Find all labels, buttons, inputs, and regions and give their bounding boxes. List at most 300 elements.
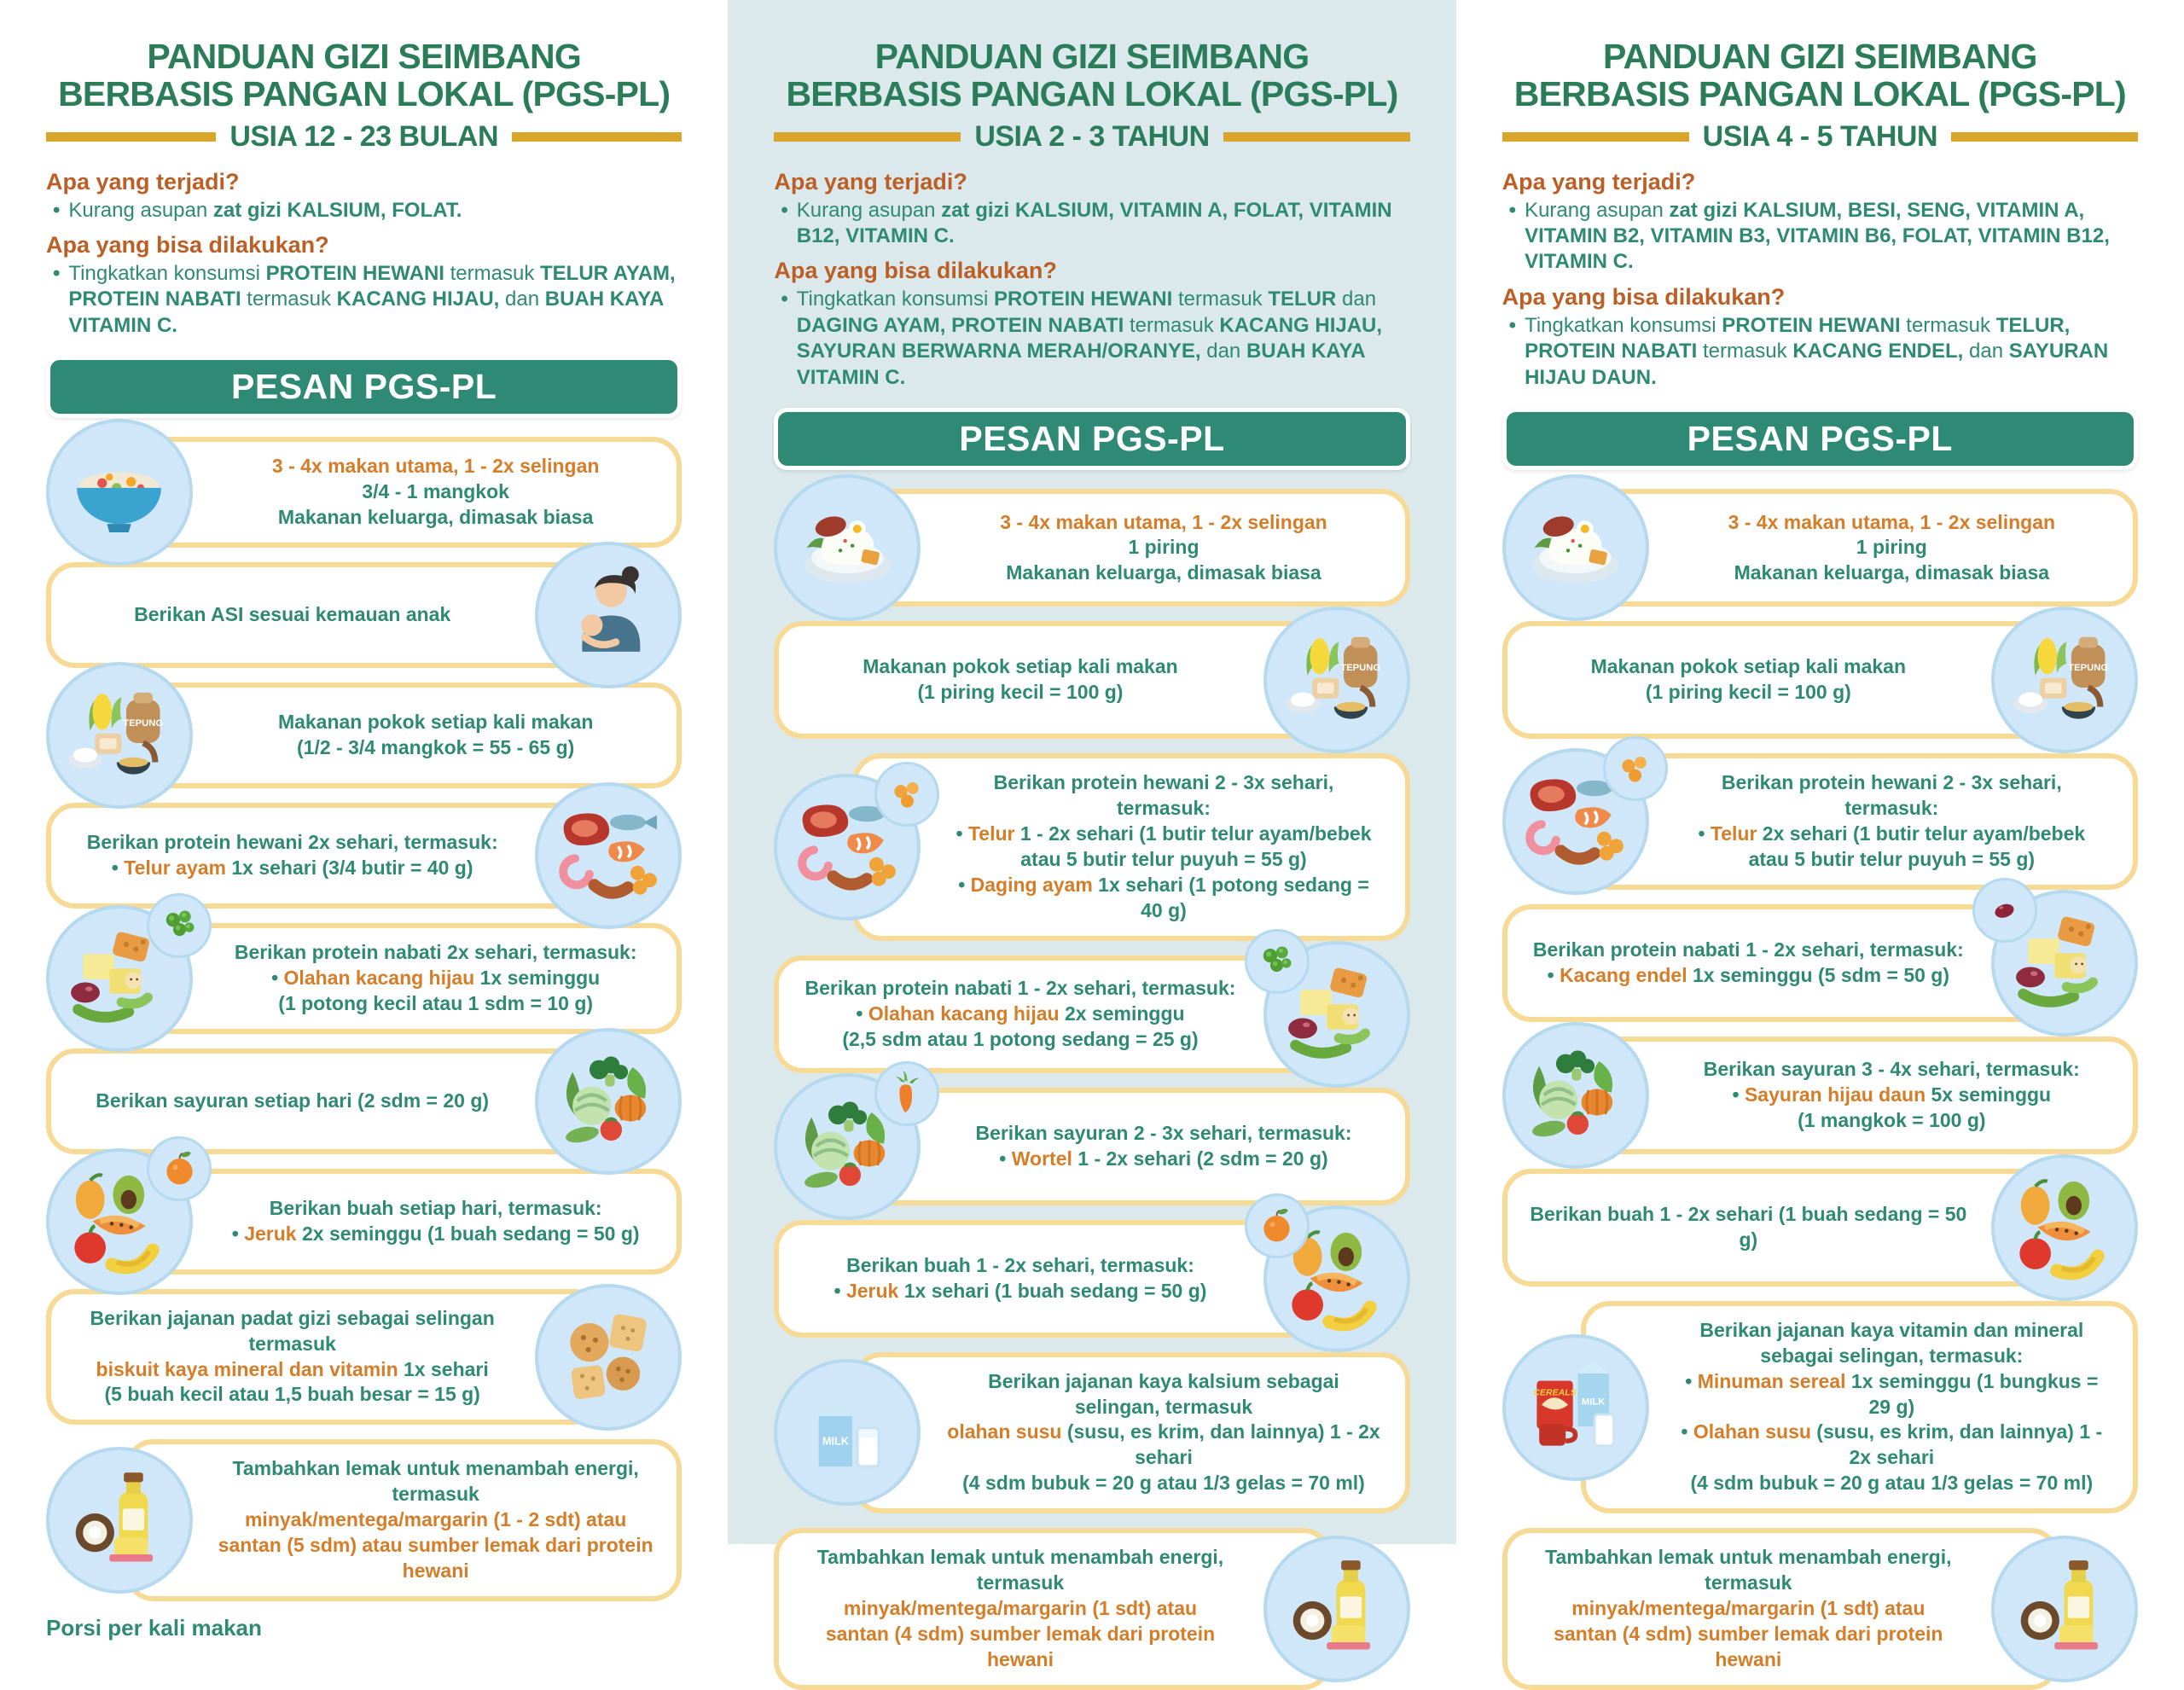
text-segment: Daging ayam xyxy=(970,873,1093,896)
text-segment: • xyxy=(1681,1420,1693,1443)
staple-food-icon xyxy=(1263,607,1410,753)
message-box-row xyxy=(774,1088,1409,1205)
text-segment: biskuit kaya mineral dan vitamin xyxy=(96,1357,398,1380)
box-text-line xyxy=(918,680,1124,706)
text-segment: dan xyxy=(499,287,545,311)
box-text-line xyxy=(956,822,1372,847)
text-segment: santan (4 sdm) sumber lemak dari protein hewani xyxy=(825,1622,1216,1670)
text-segment: sebagai selingan, termasuk: xyxy=(1760,1344,2024,1367)
qa-section xyxy=(774,169,1409,392)
vegetables-icon xyxy=(535,1028,682,1175)
text-segment: Tambahkan lemak untuk menambah energi, termasuk xyxy=(1545,1546,1952,1594)
svg-text:CEREALS: CEREALS xyxy=(1533,1387,1577,1398)
family-meal-icon xyxy=(46,419,193,566)
question-what-can-be-done: Apa yang bisa dilakukan? xyxy=(46,232,329,258)
gold-bar xyxy=(1502,132,1689,142)
text-segment: Minuman sereal xyxy=(1697,1369,1846,1392)
message-box-row xyxy=(46,562,682,668)
text-segment: (1/2 - 3/4 mangkok = 55 - 65 g) xyxy=(297,736,575,759)
box-text-line xyxy=(297,735,574,761)
age-subtitle-row xyxy=(774,120,1409,154)
text-segment: Kurang asupan xyxy=(68,198,213,222)
box-text-line xyxy=(1128,535,1199,560)
message-box xyxy=(852,1352,1409,1513)
box-text-line xyxy=(362,479,509,505)
breastfeeding-icon xyxy=(535,542,682,688)
text-segment: DAGING AYAM, PROTEIN NABATI xyxy=(796,313,1124,337)
message-box-row xyxy=(1502,1528,2138,1689)
text-segment: (1 mangkok = 100 g) xyxy=(1798,1108,1986,1131)
text-segment: (4 sdm bubuk = 20 g atau 1/3 gelas = 70 ml) xyxy=(1690,1472,2094,1495)
box-text-line xyxy=(87,830,498,856)
text-segment: (2,5 sdm atau 1 potong sedang = 25 g) xyxy=(842,1027,1199,1050)
text-segment: 1x seminggu (5 sdm = 50 g) xyxy=(1687,963,1950,986)
text-segment: Berikan protein hewani 2 - 3x sehari, termasuk: xyxy=(993,771,1334,820)
text-segment: termasuk xyxy=(1900,313,1996,337)
text-segment: Makanan pokok setiap kali makan xyxy=(863,655,1178,678)
text-segment: • xyxy=(1698,822,1711,845)
eggs-icon xyxy=(874,762,939,827)
footer-note: Porsi per kali makan xyxy=(46,1614,262,1641)
svg-text:TEPUNG: TEPUNG xyxy=(123,717,164,729)
text-segment: 1x sehari xyxy=(398,1357,489,1380)
text-segment: 3 - 4x makan utama, 1 - 2x selingan xyxy=(1000,510,1327,533)
message-box-row xyxy=(1502,1037,2138,1154)
box-text-line xyxy=(801,1545,1239,1596)
text-segment: 3 - 4x makan utama, 1 - 2x selingan xyxy=(1728,510,2056,533)
message-box-row xyxy=(1502,621,2138,739)
text-segment: BUAH KAYA VITAMIN C. xyxy=(68,287,664,337)
message-box-row xyxy=(46,803,682,909)
box-text-line xyxy=(863,654,1177,680)
text-segment: SAYURAN HIJAU DAUN. xyxy=(1525,340,2109,389)
message-box-row xyxy=(1502,1169,2138,1286)
box-text-line xyxy=(1733,1083,2052,1108)
age-subtitle: USIA 12 - 23 BULAN xyxy=(229,119,499,153)
text-segment: • xyxy=(1685,1369,1698,1392)
poster-title-line1: PANDUAN GIZI SEIMBANG xyxy=(1603,37,2037,76)
text-segment: Tambahkan lemak untuk menambah energi, termasuk xyxy=(232,1457,639,1506)
box-text-line xyxy=(1704,1057,2080,1083)
box-text-line xyxy=(834,1279,1207,1304)
text-segment: Berikan jajanan kaya kalsium sebagai selingan, termasuk xyxy=(988,1369,1339,1418)
box-text-line xyxy=(1673,770,2111,822)
text-segment: Berikan protein nabati 1 - 2x sehari, termasuk: xyxy=(1532,938,1964,961)
text-segment: (1 piring kecil = 100 g) xyxy=(1645,681,1851,704)
food-icon-group xyxy=(774,1359,921,1506)
panel-usia-12-23-bulan xyxy=(0,0,728,1641)
text-segment: Makanan pokok setiap kali makan xyxy=(1590,655,1907,678)
message-box xyxy=(1581,489,2138,607)
box-text-line xyxy=(1690,1471,2093,1496)
food-icon-group xyxy=(774,1073,921,1220)
text-segment: KACANG HIJAU, xyxy=(336,287,500,311)
box-text-line xyxy=(856,1002,1184,1027)
box-text-line xyxy=(844,1596,1197,1622)
milk-icon xyxy=(774,1359,921,1506)
box-text-line xyxy=(801,1622,1239,1673)
text-segment: zat gizi KALSIUM, VITAMIN A, FOLAT, VITAMIN B12, VITAMIN C. xyxy=(796,198,1392,247)
box-text-line xyxy=(962,1471,1365,1496)
food-icon-group xyxy=(774,474,921,621)
message-box-row xyxy=(1502,1301,2138,1513)
box-text-line xyxy=(96,1357,489,1383)
text-segment: santan (5 sdm) atau sumber lemak dari protein hewani xyxy=(218,1533,653,1582)
gold-bar xyxy=(1223,132,1410,142)
orange-fruit-icon xyxy=(1245,1193,1310,1258)
box-text-line xyxy=(1530,1202,1967,1253)
text-segment: (susu, es krim, dan lainnya) 1 - 2x sehari xyxy=(1061,1420,1380,1469)
panel-usia-4-5-tahun xyxy=(1456,0,2184,1670)
text-segment: TELUR AYAM, PROTEIN NABATI xyxy=(68,262,676,311)
text-segment: Telur ayam xyxy=(124,857,226,880)
food-icon-group xyxy=(1991,1154,2138,1301)
text-segment: (4 sdm bubuk = 20 g atau 1/3 gelas = 70 ml) xyxy=(962,1472,1365,1495)
food-icon-group xyxy=(535,782,682,929)
text-segment: santan (4 sdm) sumber lemak dari protein hewani xyxy=(1554,1622,1943,1670)
text-segment: atau 5 butir telur puyuh = 55 g) xyxy=(1020,848,1307,871)
bullet-item xyxy=(1502,198,2138,276)
box-text-line xyxy=(944,873,1382,924)
poster-title xyxy=(46,38,682,113)
message-box-row xyxy=(46,1048,682,1154)
text-segment: Jeruk xyxy=(845,1279,899,1302)
text-segment: • xyxy=(999,1147,1012,1170)
text-segment: PROTEIN HEWANI xyxy=(265,262,444,285)
text-segment: Sayuran hijau daun xyxy=(1744,1083,1926,1106)
age-subtitle: USIA 4 - 5 TAHUN xyxy=(1702,119,1937,153)
message-box xyxy=(852,489,1409,607)
text-segment: Kacang endel xyxy=(1560,963,1687,986)
text-segment: atau 5 butir telur puyuh = 55 g) xyxy=(1748,848,2036,871)
text-segment: Makanan keluarga, dimasak biasa xyxy=(277,506,594,529)
text-segment: Olahan kacang hijau xyxy=(868,1002,1060,1025)
eggs-icon xyxy=(1603,736,1668,801)
text-segment: Kurang asupan xyxy=(1525,198,1670,222)
food-icon-group xyxy=(1263,941,1410,1088)
bullet-item xyxy=(46,261,682,339)
message-box-row xyxy=(46,437,682,548)
message-box xyxy=(1502,621,2059,739)
cereal-milk-icon xyxy=(1502,1334,1649,1481)
question-what-happens: Apa yang terjadi? xyxy=(1502,168,1696,195)
box-text-line xyxy=(235,940,637,966)
text-segment: TELUR xyxy=(1268,287,1337,311)
box-text-line xyxy=(1533,938,1964,963)
text-segment: (1 potong kecil atau 1 sdm = 10 g) xyxy=(278,991,594,1014)
text-segment: BUAH KAYA VITAMIN C. xyxy=(796,340,1365,389)
message-box xyxy=(1502,1169,2059,1286)
message-box-row xyxy=(1502,753,2138,890)
poster-title-line2: BERBASIS PANGAN LOKAL (PGS-PL) xyxy=(1513,74,2126,114)
box-text-line xyxy=(1673,1369,2111,1420)
food-icon-group xyxy=(1991,890,2138,1037)
text-segment: Jeruk xyxy=(244,1222,297,1245)
message-box xyxy=(46,562,603,668)
gold-bar xyxy=(46,132,216,142)
box-text-line xyxy=(1760,1344,2023,1369)
text-segment: Kurang asupan xyxy=(796,198,942,222)
text-segment: • xyxy=(271,966,284,989)
box-text-line xyxy=(1728,510,2056,536)
message-box xyxy=(125,682,682,788)
svg-text:MILK: MILK xyxy=(822,1435,849,1448)
food-icon-group xyxy=(535,542,682,688)
box-text-line xyxy=(944,770,1382,822)
food-icon-group xyxy=(1263,607,1410,753)
poster-title-line1: PANDUAN GIZI SEIMBANG xyxy=(874,37,1310,76)
text-segment: Berikan buah 1 - 2x sehari (1 buah sedang = 50 g) xyxy=(1530,1203,1967,1251)
message-box xyxy=(1581,1301,2138,1513)
box-text-line xyxy=(1571,1596,1925,1622)
text-segment: 5x seminggu xyxy=(1926,1083,2052,1106)
animal-protein-icon xyxy=(535,782,682,929)
gold-bar xyxy=(512,132,682,142)
food-icon-group xyxy=(1263,1205,1410,1352)
text-segment: 1x seminggu xyxy=(474,966,601,989)
food-icon-group xyxy=(46,1148,193,1295)
food-icon-group xyxy=(46,662,193,809)
box-text-line xyxy=(278,991,593,1017)
text-segment: minyak/mentega/margarin (1 sdt) atau xyxy=(843,1596,1198,1619)
question-what-can-be-done: Apa yang bisa dilakukan? xyxy=(1502,283,1786,310)
text-segment: dan xyxy=(1336,287,1377,311)
bullet-text xyxy=(1525,198,2138,276)
text-segment: 3 - 4x makan utama, 1 - 2x selingan xyxy=(271,455,600,478)
box-text-line xyxy=(96,1089,489,1114)
box-text-line xyxy=(272,454,600,479)
text-segment: dan xyxy=(1963,340,2009,363)
food-icon-group xyxy=(1263,1536,1410,1682)
text-segment: 2x seminggu (1 buah sedang = 50 g) xyxy=(296,1222,640,1245)
food-icon-group xyxy=(46,905,193,1052)
box-text-line xyxy=(270,1196,602,1222)
box-text-line xyxy=(1798,1108,1986,1134)
food-icon-group xyxy=(1991,607,2138,753)
food-icon-group xyxy=(774,774,921,920)
age-subtitle-row xyxy=(1502,120,2138,154)
message-box-row xyxy=(46,1289,682,1426)
svg-text:MILK: MILK xyxy=(1582,1397,1606,1408)
box-text-line xyxy=(104,1382,479,1408)
text-segment: termasuk xyxy=(1172,287,1269,311)
fats-oil-icon xyxy=(1991,1536,2138,1682)
box-text-line xyxy=(944,1369,1382,1420)
box-text-line xyxy=(1006,560,1321,586)
message-box-list xyxy=(774,489,1409,1689)
svg-text:TEPUNG: TEPUNG xyxy=(1340,663,1381,674)
poster-title-line2: BERBASIS PANGAN LOKAL (PGS-PL) xyxy=(58,74,671,114)
text-segment: • xyxy=(1732,1083,1745,1106)
bullet-text xyxy=(797,198,1410,250)
message-box xyxy=(46,1048,603,1154)
message-box-row xyxy=(774,1528,1409,1689)
text-segment: termasuk xyxy=(444,262,540,285)
text-segment: 1 - 2x sehari (1 butir telur ayam/bebek xyxy=(1014,822,1372,845)
text-segment: PROTEIN HEWANI xyxy=(1722,313,1901,337)
message-box-row xyxy=(1502,904,2138,1022)
bullet-text xyxy=(68,198,682,224)
box-text-line xyxy=(112,856,473,881)
message-box-row xyxy=(46,682,682,788)
age-subtitle-row xyxy=(46,120,682,154)
text-segment: TELUR, PROTEIN NABATI xyxy=(1525,313,2071,363)
box-text-line xyxy=(1673,1420,2111,1471)
poster-title xyxy=(1502,38,2138,113)
text-segment: • xyxy=(834,1279,846,1302)
bullet-item xyxy=(774,287,1409,391)
green-peas-icon xyxy=(1245,929,1310,994)
text-segment: (1 piring kecil = 100 g) xyxy=(917,681,1124,704)
box-text-line xyxy=(271,966,600,991)
text-segment: 1x seminggu (1 bungkus = 29 g) xyxy=(1845,1369,2099,1418)
message-box xyxy=(46,803,603,909)
bullet-item xyxy=(774,198,1409,250)
gold-bar xyxy=(1951,132,2138,142)
message-box xyxy=(774,1528,1331,1689)
box-text-line xyxy=(846,1253,1194,1279)
text-segment: Makanan keluarga, dimasak biasa xyxy=(1006,561,1321,584)
bullet-text xyxy=(1525,313,2138,391)
text-segment: Tingkatkan konsumsi xyxy=(1525,313,1722,337)
staple-food-icon xyxy=(1991,607,2138,753)
text-segment: Berikan ASI sesuai kemauan anak xyxy=(134,603,451,626)
qa-section xyxy=(1502,169,2138,392)
text-segment: Berikan sayuran 2 - 3x sehari, termasuk: xyxy=(975,1121,1352,1144)
text-segment: 1x sehari (1 buah sedang = 50 g) xyxy=(898,1279,1207,1302)
box-text-line xyxy=(1698,822,2085,847)
message-box-row xyxy=(774,955,1409,1073)
text-segment: olahan susu xyxy=(947,1420,1062,1443)
question-what-happens: Apa yang terjadi? xyxy=(774,168,967,195)
bullet-item xyxy=(1502,313,2138,391)
text-segment: 2x seminggu xyxy=(1059,1002,1185,1025)
food-icon-group xyxy=(1991,1536,2138,1682)
text-segment: Berikan buah 1 - 2x sehari, termasuk: xyxy=(846,1253,1194,1276)
poster-title xyxy=(774,38,1409,113)
text-segment: • xyxy=(958,873,971,896)
text-segment: Wortel xyxy=(1011,1147,1072,1170)
svg-text:TEPUNG: TEPUNG xyxy=(2068,663,2109,674)
message-box xyxy=(125,1169,682,1275)
message-box xyxy=(46,1289,603,1426)
text-segment: minyak/mentega/margarin (1 sdt) atau xyxy=(1571,1596,1926,1619)
message-box xyxy=(774,621,1331,739)
text-segment: Berikan protein nabati 2x sehari, termasuk: xyxy=(234,941,637,964)
vegetables-icon xyxy=(1502,1022,1649,1169)
text-segment: Olahan kacang hijau xyxy=(283,966,475,989)
text-segment: Berikan buah setiap hari, termasuk: xyxy=(269,1196,602,1219)
message-box-row xyxy=(774,753,1409,940)
box-text-line xyxy=(999,1147,1327,1172)
message-box-row xyxy=(46,923,682,1034)
message-box-row xyxy=(1502,489,2138,607)
rice-plate-icon xyxy=(1502,474,1649,621)
pesan-pgs-pl-banner: PESAN PGS-PL xyxy=(774,408,1409,470)
text-segment: 1 - 2x sehari (2 sdm = 20 g) xyxy=(1072,1147,1328,1170)
box-text-line xyxy=(1646,680,1851,706)
box-text-line xyxy=(1856,535,1927,560)
food-icon-group xyxy=(535,1284,682,1431)
text-segment: 1 piring xyxy=(1128,536,1199,559)
message-box xyxy=(1581,1037,2138,1154)
message-box-list xyxy=(46,437,682,1600)
food-icon-group xyxy=(535,1028,682,1175)
food-icon-group xyxy=(46,1447,193,1594)
message-box-row xyxy=(774,621,1409,739)
message-box-list xyxy=(1502,489,2138,1689)
box-text-line xyxy=(975,1121,1351,1147)
text-segment: 3/4 - 1 mangkok xyxy=(362,480,509,503)
biscuits-icon xyxy=(535,1284,682,1431)
text-segment: PROTEIN HEWANI xyxy=(993,287,1173,311)
carrot-icon xyxy=(874,1061,939,1126)
box-text-line xyxy=(1548,963,1949,989)
food-icon-group xyxy=(1502,1334,1649,1481)
text-segment: Berikan jajanan kaya vitamin dan mineral xyxy=(1699,1318,2084,1341)
panel-usia-2-3-tahun xyxy=(728,0,1455,1670)
text-segment: Tingkatkan konsumsi xyxy=(796,287,994,311)
text-segment: • xyxy=(956,822,968,845)
text-segment: Telur xyxy=(1710,822,1757,845)
fruits-icon xyxy=(1991,1154,2138,1301)
text-segment: Berikan protein nabati 1 - 2x sehari, termasuk: xyxy=(804,976,1236,999)
green-peas-icon xyxy=(147,893,212,958)
message-box xyxy=(125,437,682,548)
staple-food-icon xyxy=(46,662,193,809)
food-icon-group xyxy=(46,419,193,566)
box-text-line xyxy=(1749,847,2035,873)
text-segment: Tingkatkan konsumsi xyxy=(68,262,266,285)
box-text-line xyxy=(1000,510,1327,536)
rice-plate-icon xyxy=(774,474,921,621)
question-what-can-be-done: Apa yang bisa dilakukan? xyxy=(774,258,1057,284)
text-segment: KACANG HIJAU, SAYURAN BERWARNA MERAH/ORANYE, xyxy=(796,313,1383,363)
text-segment: Berikan sayuran 3 - 4x sehari, termasuk: xyxy=(1703,1058,2080,1081)
text-segment: termasuk xyxy=(241,287,337,311)
box-text-line xyxy=(1591,654,1906,680)
text-segment: dan xyxy=(1200,340,1246,363)
text-segment: Berikan protein hewani 2x sehari, termasuk: xyxy=(86,831,498,854)
text-segment: 1x sehari (3/4 butir = 40 g) xyxy=(225,857,473,880)
red-bean-icon xyxy=(1972,878,2037,943)
text-segment: 2x sehari (1 butir telur ayam/bebek xyxy=(1757,822,2086,845)
text-segment: Makanan pokok setiap kali makan xyxy=(277,711,594,734)
box-text-line xyxy=(805,976,1236,1002)
text-segment: Telur xyxy=(967,822,1015,845)
text-segment: • xyxy=(111,857,125,880)
qa-section xyxy=(46,169,682,340)
bullet-item xyxy=(46,198,682,224)
text-segment: zat gizi KALSIUM, BESI, SENG, VITAMIN A, VITAMIN B2, VITAMIN B3, VITAMIN B6, FOLAT, VITAMIN B12, VITAMIN C. xyxy=(1525,198,2110,274)
message-box xyxy=(125,1439,682,1600)
text-segment: zat gizi KALSIUM, FOLAT. xyxy=(212,198,462,222)
box-text-line xyxy=(944,1420,1382,1471)
text-segment: 1 piring xyxy=(1856,536,1927,559)
box-text-line xyxy=(1734,560,2049,586)
box-text-line xyxy=(217,1533,654,1584)
box-text-line xyxy=(73,1306,511,1357)
text-segment: minyak/mentega/margarin (1 - 2 sdt) atau xyxy=(244,1508,627,1531)
orange-fruit-icon xyxy=(147,1136,212,1201)
message-box-row xyxy=(774,1220,1409,1338)
box-text-line xyxy=(134,602,450,628)
message-box-row xyxy=(46,1439,682,1600)
gold-bar xyxy=(774,132,961,142)
box-text-line xyxy=(278,505,593,531)
text-segment: • xyxy=(856,1002,868,1025)
box-text-line xyxy=(278,710,593,735)
